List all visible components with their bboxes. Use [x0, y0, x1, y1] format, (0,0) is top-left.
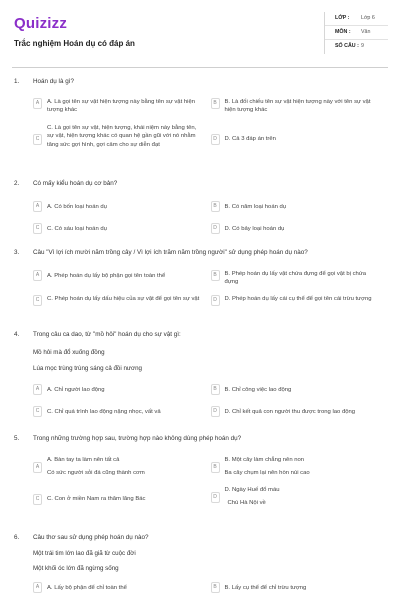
- option-letter-c: C: [33, 223, 42, 234]
- option-letter-d: D: [211, 406, 220, 417]
- question-number: 4.: [14, 331, 20, 338]
- option-letter-d: D: [211, 134, 220, 145]
- question-3: [14, 249, 386, 306]
- quizizz-logo: Quizizz: [14, 15, 68, 32]
- option-d-text: D. Có bảy loại hoán dụ: [224, 225, 285, 232]
- option-row: [33, 223, 386, 234]
- option-row: [33, 201, 386, 212]
- question-text: Câu "Vì lợi ích mười năm trồng cây / Vì lợi ích trăm năm trồng người" sử dụng phép hoán dụ nào?: [33, 249, 308, 256]
- option-a[interactable]: [33, 98, 209, 115]
- option-c-text: C. Con ở miền Nam ra thăm lăng Bác: [47, 496, 146, 503]
- option-row: [33, 270, 386, 287]
- option-letter-d: D: [211, 492, 220, 503]
- question-header: [14, 249, 386, 258]
- option-a-text: A. Có bốn loại hoán dụ: [47, 203, 107, 210]
- option-c-text: C. Có sáu loại hoán dụ: [47, 225, 107, 232]
- question-text: Trong câu ca dao, từ "mồ hôi" hoán dụ cho sự vật gì:: [33, 331, 181, 338]
- option-b-text: B. Có năm loại hoán dụ: [224, 203, 287, 210]
- option-row: [33, 124, 386, 149]
- option-b-text: B. Phép hoán dụ lấy vật chứa đựng để gọi vật bị chứa đựng: [224, 270, 367, 285]
- option-c[interactable]: [33, 124, 209, 149]
- option-a-text: A. Chỉ người lao động: [47, 387, 105, 394]
- option-b[interactable]: [209, 384, 387, 395]
- option-row: [33, 295, 386, 306]
- option-letter-b: B: [211, 384, 220, 395]
- option-letter-b: B: [211, 462, 220, 473]
- option-a-text: A. Là gọi tên sự vật hiện tượng này bằng tên sự vật hiện tượng khác: [47, 98, 195, 113]
- option-row: [33, 98, 386, 115]
- option-row: [33, 456, 386, 478]
- option-a-line-1: A. Bàn tay ta làm nên tất cả: [47, 456, 120, 463]
- question-header: [14, 180, 386, 189]
- option-b-text: B. Là đối chiếu tên sự vật hiện tượng này với tên sự vật hiện tượng khác: [224, 98, 371, 113]
- meta-subject: [325, 26, 388, 40]
- option-b[interactable]: [209, 456, 387, 478]
- meta-grade-key: LỚP :: [335, 14, 350, 21]
- meta-info-box: [324, 12, 388, 54]
- meta-subject-key: MÔN :: [335, 28, 351, 35]
- question-number: 2.: [14, 180, 20, 187]
- option-c-text: C. Là gọi tên sự vật, hiện tượng, khái niệm này bằng tên, sự vật, hiện tượng khác có quan hệ gần gũi với nó nhằm tăng sức gợi hình, gợi cảm cho sự diễn đạt: [47, 125, 197, 148]
- option-letter-c: C: [33, 134, 42, 145]
- option-a[interactable]: [33, 456, 209, 478]
- option-d[interactable]: [209, 295, 387, 306]
- option-d[interactable]: [209, 486, 387, 508]
- question-text: Trong những trường hợp sau, trường hợp nào không dùng phép hoán dụ?: [33, 435, 242, 442]
- option-d[interactable]: [209, 124, 387, 149]
- option-a[interactable]: [33, 201, 209, 212]
- option-letter-a: A: [33, 462, 42, 473]
- option-a-text: A. Lấy bộ phận để chỉ toàn thể: [47, 585, 127, 592]
- option-b-text: B. Lấy cụ thể để chỉ trừu tượng: [224, 585, 307, 592]
- question-4: [14, 331, 386, 417]
- option-d-text: D. Cả 3 đáp án trên: [224, 136, 276, 143]
- meta-grade-value: Lớp 6: [361, 14, 375, 21]
- question-6: [14, 534, 386, 593]
- question-number: 6.: [14, 534, 20, 541]
- option-b[interactable]: [209, 270, 387, 287]
- quote-line: Lúa mọc trùng trùng sáng cả đồi nương: [33, 364, 142, 372]
- option-d[interactable]: [209, 406, 387, 417]
- option-b-line-1: B. Một cây làm chẳng nên non: [224, 456, 305, 463]
- option-d-line-1: D. Ngày Huế đổ máu: [224, 487, 280, 494]
- option-d-text: [225, 486, 379, 508]
- option-letter-d: D: [211, 223, 220, 234]
- page-title: Trắc nghiệm Hoán dụ có đáp án: [14, 39, 135, 48]
- question-text: Hoán dụ là gì?: [33, 78, 74, 85]
- option-letter-a: A: [33, 384, 42, 395]
- option-letter-b: B: [211, 201, 220, 212]
- meta-count-key: SỐ CÂU :: [335, 43, 359, 50]
- option-letter-b: B: [211, 98, 220, 109]
- option-c[interactable]: [33, 406, 209, 417]
- option-d-line-2: Chú Hà Nội về: [227, 500, 266, 507]
- question-header: [14, 331, 386, 340]
- option-c[interactable]: [33, 486, 209, 508]
- option-letter-b: B: [211, 270, 220, 281]
- question-number: 1.: [14, 78, 20, 85]
- question-2: [14, 180, 386, 234]
- option-row: [33, 582, 386, 593]
- header-divider: [12, 67, 388, 68]
- question-text: Có mấy kiểu hoán dụ cơ bản?: [33, 180, 118, 187]
- option-b-text: B. Chỉ công việc lao động: [224, 387, 292, 394]
- question-header: [14, 435, 386, 444]
- question-text: Câu thơ sau sử dụng phép hoán dụ nào?: [33, 534, 149, 541]
- option-letter-a: A: [33, 98, 42, 109]
- meta-count: [325, 40, 388, 54]
- option-letter-c: C: [33, 295, 42, 306]
- worksheet-header: [12, 8, 388, 66]
- option-letter-a: A: [33, 201, 42, 212]
- option-a-text: A. Phép hoán dụ lấy bộ phận gọi tên toàn thể: [47, 272, 166, 279]
- option-letter-a: A: [33, 582, 42, 593]
- question-header: [14, 534, 386, 543]
- option-b[interactable]: [209, 582, 387, 593]
- question-header: [14, 78, 386, 87]
- question-5: [14, 435, 386, 508]
- question-number: 5.: [14, 435, 20, 442]
- option-a[interactable]: [33, 582, 209, 593]
- option-a[interactable]: [33, 384, 209, 395]
- option-letter-a: A: [33, 270, 42, 281]
- option-b[interactable]: [209, 201, 387, 212]
- option-row: [33, 486, 386, 508]
- option-b-text: [225, 456, 379, 478]
- meta-subject-value: Văn: [361, 28, 371, 35]
- option-a-text: [47, 456, 201, 478]
- option-letter-c: C: [33, 494, 42, 505]
- option-letter-b: B: [211, 582, 220, 593]
- option-d-text: D. Phép hoán dụ lấy cái cụ thể để gọi tên cái trừu tượng: [224, 296, 372, 303]
- option-b[interactable]: [209, 98, 387, 115]
- option-d[interactable]: [209, 223, 387, 234]
- option-a-line-2: Có sức người sỏi đá cũng thành cơm: [47, 469, 145, 476]
- option-c-text: C. Chỉ quá trình lao động nặng nhọc, vất vả: [47, 409, 161, 416]
- question-1: [14, 78, 386, 149]
- option-letter-d: D: [211, 295, 220, 306]
- option-a[interactable]: [33, 270, 209, 287]
- option-c[interactable]: [33, 295, 209, 306]
- option-row: [33, 406, 386, 417]
- quote-line: Một khối óc lớn đã ngừng sống: [33, 564, 119, 572]
- option-d-text: D. Chỉ kết quả con người thu được trong lao động: [224, 409, 356, 416]
- option-c[interactable]: [33, 223, 209, 234]
- option-row: [33, 384, 386, 395]
- quote-line: Mồ hôi mà đổ xuống đồng: [33, 348, 105, 356]
- option-b-line-2: Ba cây chụm lại nên hòn núi cao: [224, 469, 310, 476]
- option-letter-c: C: [33, 406, 42, 417]
- meta-grade: [325, 12, 388, 26]
- quote-line: Một trái tim lớn lao đã giã từ cuộc đời: [33, 549, 136, 557]
- meta-count-value: 9: [361, 43, 364, 50]
- option-c-text: C. Phép hoán dụ lấy dấu hiệu của sự vật để gọi tên sự vật: [47, 296, 200, 303]
- question-number: 3.: [14, 249, 20, 256]
